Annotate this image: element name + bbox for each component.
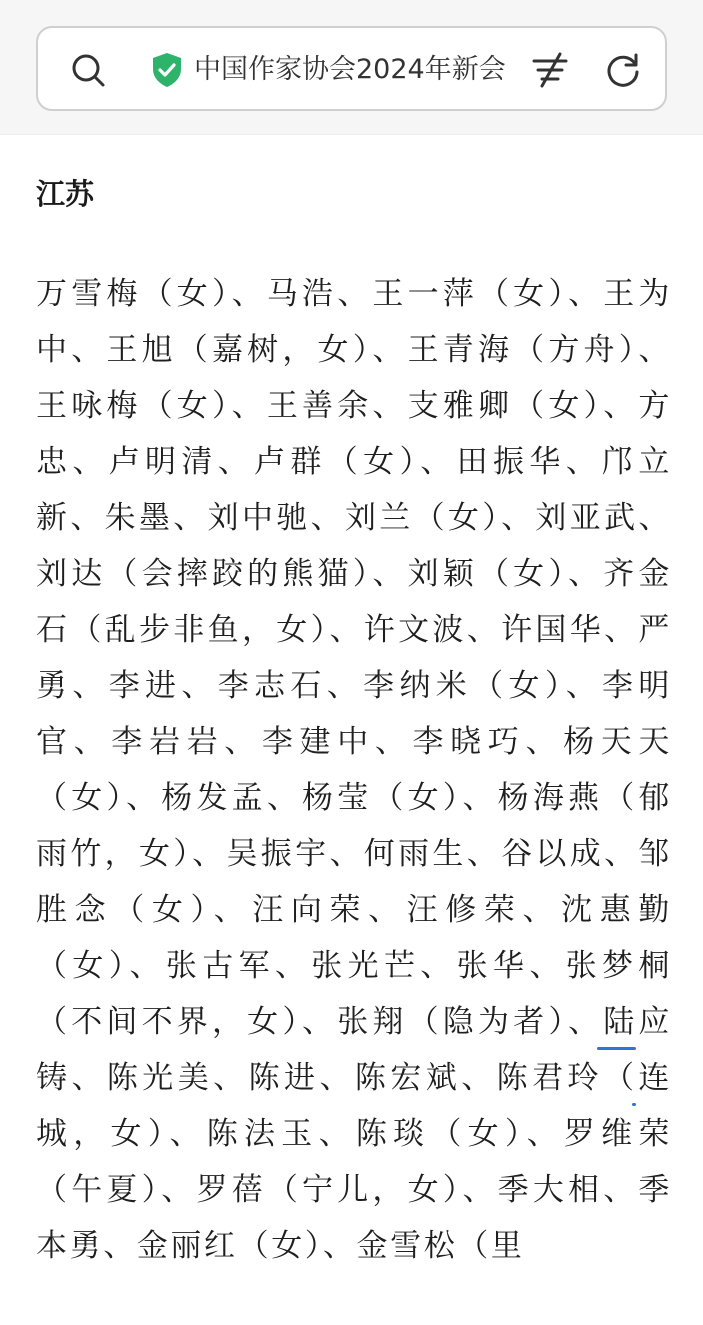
- browser-top-bar: [0, 0, 703, 135]
- reload-icon[interactable]: [603, 50, 643, 90]
- highlighted-name-part-1: 陆: [603, 1004, 639, 1040]
- member-list-paragraph: [36, 266, 672, 1274]
- shield-check-icon: [150, 52, 184, 88]
- search-icon[interactable]: [68, 50, 108, 90]
- section-heading: 江苏: [36, 177, 95, 211]
- filter-icon[interactable]: [530, 50, 570, 90]
- address-bar[interactable]: [36, 26, 667, 111]
- url-text[interactable]: 中国作家协会2024年新会: [194, 54, 506, 85]
- highlighted-name-part-2: 应铸: [36, 1004, 673, 1096]
- member-list-text-after: 、陈光美、陈进、陈宏斌、陈君玲（连城，女）、陈法玉、陈琰（女）、罗维荣（午夏）、罗蓓（宁儿，女）、季大相、季本勇、金丽红（女）、金雪松（里: [36, 1060, 672, 1264]
- page-content: [0, 136, 703, 1325]
- member-list-text-before: 万雪梅（女）、马浩、王一萍（女）、王为中、王旭（嘉树，女）、王青海（方舟）、王咏梅（女）、王善余、支雅卿（女）、方忠、卢明清、卢群（女）、田振华、邝立新、朱墨、刘中驰、刘兰（女）、刘亚武、刘达（会摔跤的熊猫）、刘颖（女）、齐金石（乱步非鱼，女）、许文波、许国华、严勇、李进、李志石、李纳米（女）、李明官、李岩岩、李建中、李晓巧、杨天天（女）、杨发孟、杨莹（女）、杨海燕（郁雨竹，女）、吴振宇、何雨生、谷以成、邹胜念（女）、汪向荣、汪修荣、沈惠勤（女）、张古军、张光芒、张华、张梦桐（不间不界，女）、张翔（隐为者）、: [36, 276, 672, 1040]
